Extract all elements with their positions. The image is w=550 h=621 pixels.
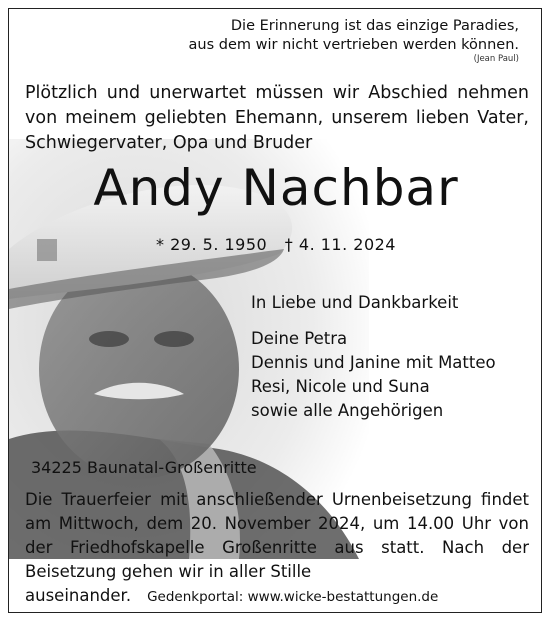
- ceremony-last-word: auseinander.: [25, 586, 132, 605]
- ceremony-info: [25, 488, 529, 609]
- mourner-line: sowie alle Angehörigen: [251, 401, 444, 420]
- quote-line-1: Die Erinnerung ist das einzige Paradies,: [230, 18, 519, 34]
- memorial-portal: Gedenkportal: www.wicke-bestattungen.de: [147, 589, 439, 605]
- mourner-line: Resi, Nicole und Suna: [251, 377, 430, 396]
- ceremony-text: Die Trauerfeier mit anschließender Urnenbeisetzung findet am Mittwoch, dem 20. November 2024, um 14.00 Uhr von der Friedhofskapelle Großenritte aus statt. Nach der Beisetzung gehen wir in aller Stille: [25, 490, 529, 581]
- obituary-notice: [8, 8, 542, 613]
- mourners-heading: In Liebe und Dankbarkeit: [251, 293, 459, 312]
- death-date: † 4. 11. 2024: [284, 235, 396, 254]
- location: 34225 Baunatal-Großenritte: [31, 458, 257, 477]
- deceased-name: Andy Nachbar: [93, 159, 459, 217]
- intro-text: Plötzlich und unerwartet müssen wir Abschied nehmen von meinem geliebten Ehemann, unserem lieben Vater, Schwiegervater, Opa und Bruder: [25, 83, 529, 153]
- birth-date: * 29. 5. 1950: [156, 235, 268, 254]
- mourners-block: [251, 291, 496, 423]
- mourner-line: Dennis und Janine mit Matteo: [251, 353, 496, 372]
- quote-line-2: aus dem wir nicht vertrieben werden können.: [188, 37, 519, 53]
- mourner-line: Deine Petra: [251, 329, 348, 348]
- quote-author: (Jean Paul): [473, 54, 519, 64]
- quote: [189, 17, 519, 55]
- life-dates: [9, 235, 542, 254]
